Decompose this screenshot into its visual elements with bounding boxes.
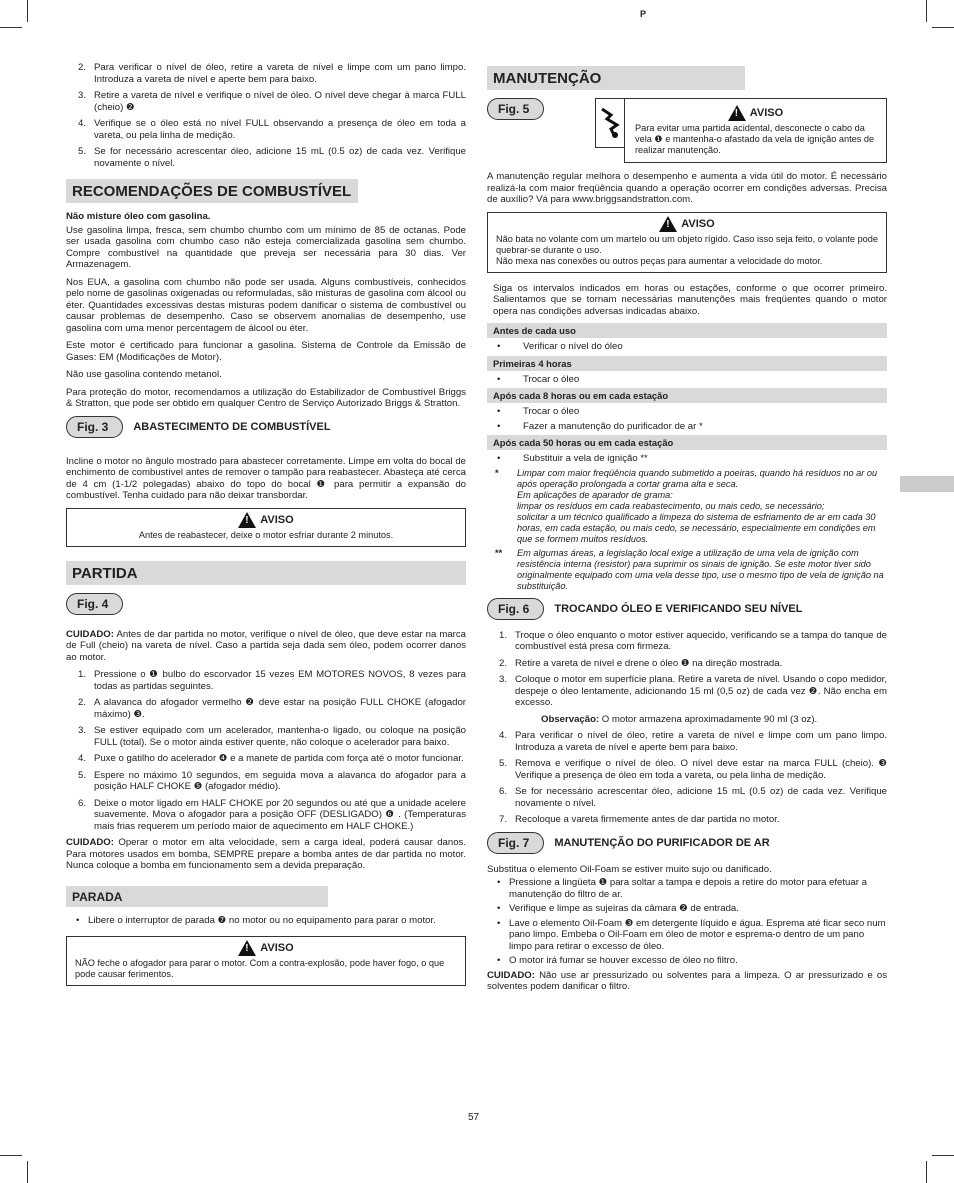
crop-mark — [932, 27, 954, 28]
schedule-band: Primeiras 4 horas — [487, 356, 887, 371]
warning-title: AVISO — [749, 107, 784, 119]
list-item: 3. Coloque o motor em superfície plana. Retire a vareta de nível. Usando o copo medidor, despeje o óleo lentamente, adicionando 15 ml (0,5 oz) de cada vez ❷. Não encha em excesso. — [499, 674, 887, 708]
warning-box — [624, 98, 887, 163]
maintenance-schedule — [487, 323, 887, 465]
schedule-item: • Trocar o óleo — [487, 406, 887, 418]
warning-icon — [659, 216, 677, 232]
fig5-block — [487, 98, 887, 163]
fuel-section-title: RECOMENDAÇÕES DE COMBUSTÍVEL — [66, 179, 358, 203]
list-item: • O motor irá fumar se houver excesso de óleo no filtro. — [487, 955, 887, 967]
fig3-row — [66, 416, 466, 438]
warning-box — [66, 936, 466, 986]
crop-mark — [932, 1155, 954, 1156]
list-item: 5. Espere no máximo 10 segundos, em seguida mova a alavanca do afogador para a posição HALF CHOKE ❺ (afogador médio). — [78, 769, 466, 792]
spark-plug-icon — [595, 98, 624, 148]
intro-list — [66, 62, 466, 169]
caution-paragraph: CUIDADO: Antes de dar partida no motor, verifique o nível de óleo, que deve estar na marca de Full (cheio) na vareta de nível. Caso a partida seja dada sem óleo, podem ocorrer danos ao motor. — [66, 628, 466, 663]
caution-paragraph: CUIDADO: Não use ar pressurizado ou solventes para a limpeza. O ar pressurizado e os solventes podem danificar o filtro. — [487, 969, 887, 992]
schedule-band: Antes de cada uso — [487, 323, 887, 338]
list-item: 7. Recoloque a vareta firmemente antes de dar partida no motor. — [499, 814, 780, 825]
warning-box — [487, 212, 887, 273]
schedule-item: • Fazer a manutenção do purificador de ar * — [487, 421, 887, 433]
fuel-paragraph: Este motor é certificado para funcionar a gasolina. Sistema de Controle da Emissão de Gases: EM (Modificações de Motor). — [66, 340, 466, 363]
crop-mark — [0, 27, 22, 28]
list-item: • Lave o elemento Oil-Foam ❸ em detergente líquido e água. Esprema até ficar seco num pano limpo. Embeba o Oil-Foam em óleo de motor e esprema-o dentro de um pano limpo para retirar o excesso de óleo. — [487, 918, 887, 953]
caution-paragraph: CUIDADO: Operar o motor em alta velocidade, sem a carga ideal, poderá causar danos. Para motores usados em bomba, SEMPRE prepare a bomba antes de dar partida no motor. Nunca coloque a bomba em funcionamento sem a devida preparação. — [66, 837, 467, 871]
fig3-text: Incline o motor no ângulo mostrado para abastecer corretamente. Limpe em volta do bocal de enchimento de combustível antes de remover o tampão para reabastecer. Abasteça até cerca de 4 cm (1-1/2 polegadas) abaixo do topo do bocal ❶ para permitir a expansão do combustível. Tenha cuidado para não deixar transbordar. — [66, 455, 466, 501]
fuel-paragraph: Não use gasolina contendo metanol. — [66, 369, 222, 380]
list-item: 2. Retire a vareta de nível e drene o óleo ❶ na direção mostrada. — [499, 657, 783, 669]
fuel-bold-note: Não misture óleo com gasolina. — [66, 211, 211, 222]
maintenance-paragraph: A manutenção regular melhora o desempenho e aumenta a vida útil do motor. É necessário realizá-la com maior freqüência quando a operação ocorrer em condições adversas. Precisa de auxílio? Vá para www.briggsandstratton.com. — [487, 171, 887, 205]
maintenance-paragraph: Siga os intervalos indicados em horas ou estações, conforme o que ocorrer primeiro. Salientamos que se tornam necessárias manutenções mais freqüentes quando o motor opera nas condições adversas indicadas abaixo. — [493, 282, 887, 317]
crop-mark — [0, 1155, 22, 1156]
stop-list — [66, 915, 466, 927]
schedule-item: • Verificar o nível do óleo — [487, 341, 887, 353]
list-item: 1. Troque o óleo enquanto o motor estiver aquecido, verificando se a tampa do tanque de combustível está presa com firmeza. — [499, 629, 887, 652]
fuel-paragraph: Nos EUA, a gasolina com chumbo não pode ser usada. Alguns combustíveis, conhecidos pelo nome de gasolinas oxigenadas ou reformuladas, são misturas de gasolina com álcool ou éter. Quantidades excessivas destas misturas podem danificar o sistema de combustível ou causar problemas de desempenho. Caso se observem anomalias de desempenho, use gasolina com uma menor percentagem de álcool ou éter. — [66, 276, 466, 334]
fig3-label: Fig. 3 — [66, 416, 123, 438]
list-item: 2. A alavanca do afogador vermelho ❷ deve estar na posição FULL CHOKE (afogador máximo) ❸. — [78, 697, 466, 720]
footnote: ** Em algumas áreas, a legislação local exige a utilização de uma vela de ignição com resistência interna (resistor) para suprimir os sinais de ignição. Se este motor tiver sido originalmente equipado com uma vela desse tipo, use o mesmo tipo de vela de ignição na substituição. — [495, 547, 884, 591]
list-item: 5. Remova e verifique o nível de óleo. O nível deve estar na marca FULL (cheio). ❸ Verifique a presença de óleo em toda a vareta, ou pela linha de medição. — [499, 758, 887, 781]
list-item: 4. Para verificar o nível de óleo, retire a vareta de nível e limpe com um pano limpo. Introduza a vareta de nível e aperte bem para baixo. — [499, 730, 887, 753]
footnote: * Limpar com maior freqüência quando submetido a poeiras, quando há resíduos no ar ou após operação prolongada a cortar grama alta e seca. Em aplicações de aparador de grama: limpar os resíduos em cada reabastecimento, ou mais cedo, se necessário; solicitar a um técnico qualificado a limpeza do sistema de esfriamento de ar em cada 30 horas, em cada estação, ou mais cedo, se necessário, especialmente em condições em que se formem muitos resíduos. — [495, 467, 878, 544]
warning-box — [66, 508, 466, 547]
start-list — [66, 669, 466, 832]
fig7-title: MANUTENÇÃO DO PURIFICADOR DE AR — [554, 836, 770, 849]
left-column — [66, 62, 466, 996]
list-item: 3. Se estiver equipado com um acelerador, mantenha-o ligado, ou coloque na posição FULL (total). Se o motor ainda estiver quente, não coloque o acelerador para baixo. — [78, 725, 466, 748]
schedule-item: • Substituir a vela de ignição ** — [487, 453, 887, 465]
warning-title: AVISO — [260, 513, 294, 526]
list-item: • Verifique e limpe as sujeiras da câmara ❷ de entrada. — [487, 903, 887, 915]
warning-icon — [728, 105, 746, 121]
warning-icon — [238, 940, 256, 956]
fig5-label: Fig. 5 — [487, 98, 544, 120]
fuel-paragraph: Para proteção do motor, recomendamos a utilização do Estabilizador de Combustível Briggs & Stratton, que pode ser obtido em qualquer Centro de Serviço Autorizado Briggs & Stratton. — [66, 386, 466, 409]
warning-text: Não bata no volante com um martelo ou um objeto rígido. Caso isso seja feito, o volante pode quebrar-se durante o uso. — [496, 233, 879, 255]
list-item: 6. Se for necessário acrescentar óleo, adicione 15 mL (0.5 oz) de cada vez. Verifique novamente o nível. — [499, 786, 887, 809]
list-item: 1. Pressione o ❶ bulbo do escorvador 15 vezes EM MOTORES NOVOS, 8 vezes para todas as partidas seguintes. — [78, 669, 466, 692]
language-letter: P — [640, 9, 647, 19]
crop-mark — [926, 0, 927, 22]
maintenance-section-title: MANUTENÇÃO — [487, 66, 745, 90]
page-number: 57 — [468, 1112, 480, 1123]
start-section-title: PARTIDA — [66, 561, 466, 585]
fig6-label: Fig. 6 — [487, 598, 544, 620]
list-item: 5. Se for necessário acrescentar óleo, adicione 15 mL (0.5 oz) de cada vez. Verifique novamente o nível. — [78, 146, 466, 169]
list-item: 2. Para verificar o nível de óleo, retire a vareta de nível e limpe com um pano limpo. Introduza a vareta de nível e aperte bem para baixo. — [78, 62, 466, 85]
crop-mark — [27, 1161, 28, 1183]
list-item: • Pressione a lingüeta ❶ para soltar a tampa e depois a retire do motor para efetuar a manutenção do filtro de ar. — [487, 877, 887, 900]
warning-icon — [238, 512, 256, 528]
warning-text: Antes de reabastecer, deixe o motor esfriar durante 2 minutos. — [138, 529, 394, 540]
crop-mark — [926, 1161, 927, 1183]
stop-section-title: PARADA — [66, 886, 328, 907]
warning-title: AVISO — [260, 942, 294, 954]
fig3-title: ABASTECIMENTO DE COMBUSTÍVEL — [133, 420, 331, 433]
list-item: 4. Puxe o gatilho do acelerador ❹ e a manete de partida com força até o motor funcionar. — [78, 753, 464, 764]
language-tab — [900, 476, 954, 492]
schedule-band: Após cada 50 horas ou em cada estação — [487, 435, 887, 450]
warning-title: AVISO — [681, 217, 715, 230]
fig7-label: Fig. 7 — [487, 832, 544, 854]
observation: Observação: O motor armazena aproximadamente 90 ml (3 oz). — [541, 713, 818, 725]
right-column — [487, 66, 887, 999]
list-item: 4. Verifique se o óleo está no nível FULL observando a presença de óleo em toda a vareta, ou pela linha de medição. — [78, 118, 466, 141]
fuel-paragraph: Use gasolina limpa, fresca, sem chumbo chumbo com um mínimo de 85 de octanas. Pode ser usada gasolina com chumbo caso não esteja comercializada gasolina sem chumbo. Compre combustível na quantidade que preveja ser necessária para 30 dias. Ver Armazenagem. — [66, 224, 466, 270]
list-item: • Libere o interruptor de parada ❼ no motor ou no equipamento para parar o motor. — [66, 915, 466, 927]
warning-text: Para evitar uma partida acidental, desconecte o cabo da vela ❶ e mantenha-o afastado da vela de ignição antes de realizar manutenção. — [635, 123, 875, 155]
fig7-row — [487, 832, 887, 854]
list-item: 6. Deixe o motor ligado em HALF CHOKE por 20 segundos ou até que a unidade acelere suavemente. Mova o afogador para a posição OFF (DESLIGADO) ❻ . (Temperaturas mais frias requerem um período maior de aquecimento em HALF CHOKE.) — [78, 797, 466, 832]
list-item: 3. Retire a vareta de nível e verifique o nível de óleo. O nível deve chegar à marca FULL (cheio) ❷ — [78, 90, 466, 113]
fig4-row — [66, 593, 466, 615]
warning-text: Não mexa nas conexões ou outros peças para aumentar a velocidade do motor. — [496, 255, 823, 266]
air-list — [487, 877, 887, 967]
fig4-label: Fig. 4 — [66, 593, 123, 615]
fig6-row — [487, 598, 887, 620]
air-intro: Substitua o elemento Oil-Foam se estiver muito sujo ou danificado. — [487, 863, 772, 875]
crop-mark — [27, 0, 28, 22]
schedule-band: Após cada 8 horas ou em cada estação — [487, 388, 887, 403]
schedule-item: • Trocar o óleo — [487, 374, 887, 386]
oil-list — [487, 630, 887, 826]
fig6-title: TROCANDO ÓLEO E VERIFICANDO SEU NÍVEL — [554, 602, 803, 615]
warning-text: NÃO feche o afogador para parar o motor. Com a contra-explosão, pode haver fogo, o que pode causar ferimentos. — [75, 958, 445, 979]
